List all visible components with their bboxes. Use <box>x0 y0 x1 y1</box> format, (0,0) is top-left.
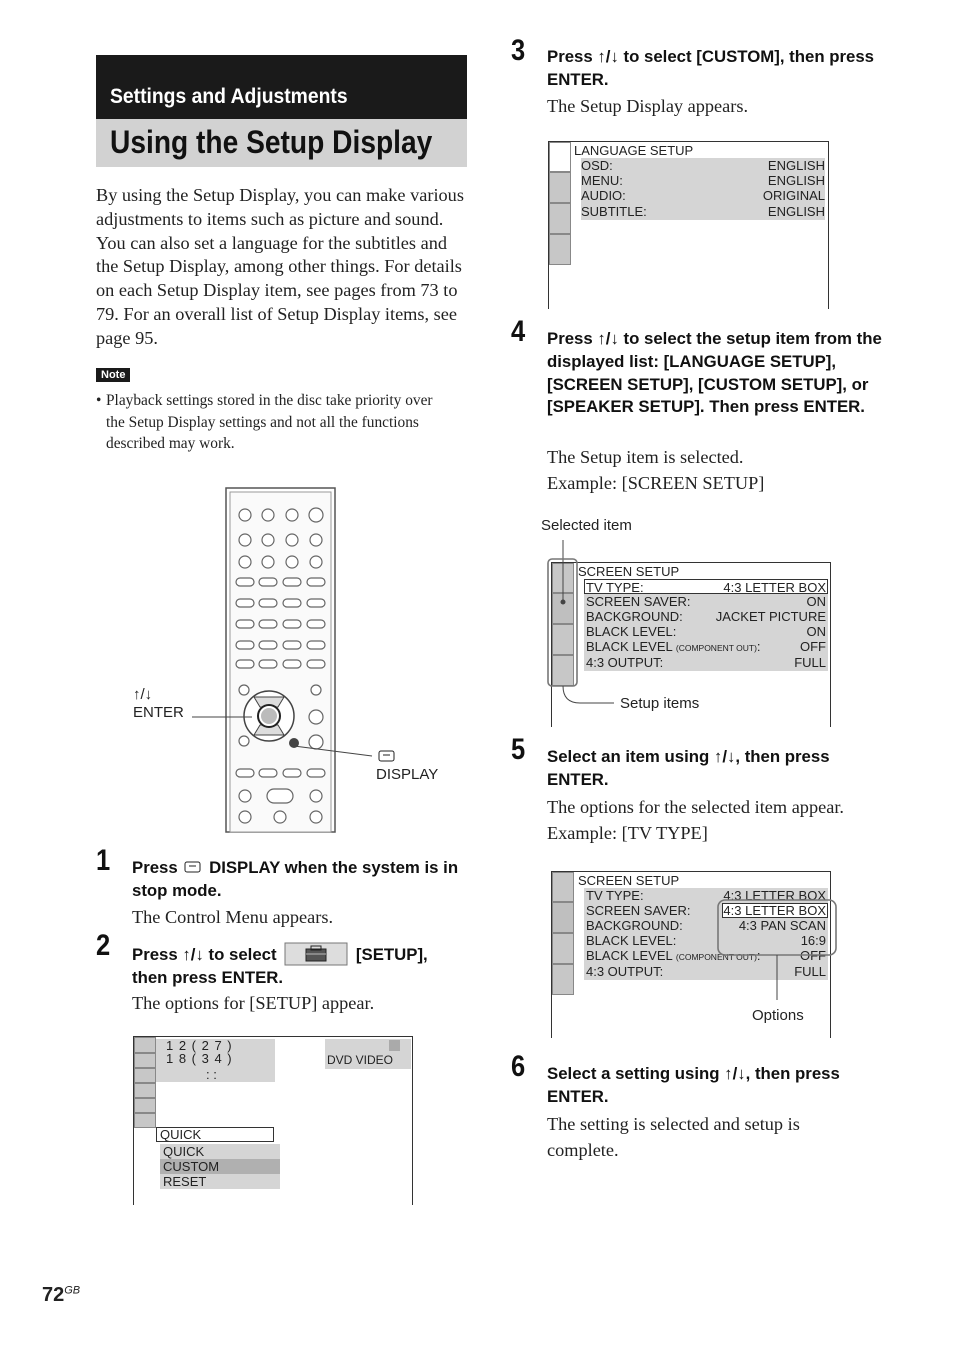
screen-setup-title: SCREEN SETUP <box>578 564 680 579</box>
options-screen-title: SCREEN SETUP <box>578 873 680 888</box>
step-3-body: The Setup Display appears. <box>547 96 749 116</box>
step-5-heading: Select an item using ↑/↓, then press ENTER. <box>547 747 830 789</box>
screen-colon-component: : <box>756 639 761 654</box>
option-quick: QUICK <box>163 1144 205 1159</box>
lang-label-audio: AUDIO: <box>581 188 626 203</box>
screen-label-4-3-output: 4:3 OUTPUT: <box>586 655 664 670</box>
screen-label-tv-type: TV TYPE: <box>586 580 644 595</box>
control-menu-line-1: 1 2 ( 2 7 ) <box>166 1038 233 1053</box>
lang-value-osd: ENGLISH <box>767 158 825 173</box>
step-5-body-1: The options for the selected item appear. <box>547 797 844 817</box>
opt-colon-component: : <box>756 948 761 963</box>
setup-items-label: Setup items <box>620 695 700 712</box>
lang-row-menu <box>581 173 825 188</box>
control-menu-line-3: : : <box>206 1067 217 1082</box>
screen-value-black-level: ON <box>806 624 826 639</box>
language-setup-screen <box>548 141 829 309</box>
control-menu-media: DVD VIDEO <box>327 1053 394 1067</box>
step-2-heading-b: [SETUP], <box>355 945 428 964</box>
lang-value-subtitle: ENGLISH <box>767 204 825 219</box>
step-6-heading: Select a setting using ↑/↓, then press ENTER. <box>547 1064 840 1106</box>
step-3-heading: Press ↑/↓ to select [CUSTOM], then press ENTER. <box>547 47 875 89</box>
language-setup-icon-column <box>549 142 571 265</box>
setup-toolbox-icon <box>284 942 348 966</box>
lang-label-menu: MENU: <box>581 173 623 188</box>
step-1-number: 1 <box>96 844 111 877</box>
step-6-number: 6 <box>511 1050 526 1083</box>
step-5-body-2: Example: [TV TYPE] <box>547 823 708 843</box>
opt-label-4-3-output: 4:3 OUTPUT: <box>586 964 664 979</box>
options-screen-icon-column <box>552 872 574 995</box>
page-number <box>42 1284 80 1307</box>
display-leader-line <box>290 740 380 770</box>
step-4-body-1: The Setup item is selected. <box>547 447 744 467</box>
screen-value-4-3-output: FULL <box>794 655 826 670</box>
step-2-body: The options for [SETUP] appear. <box>132 993 375 1013</box>
tv-type-option-16-9: 16:9 <box>800 933 826 948</box>
opt-label-background: BACKGROUND: <box>586 918 683 933</box>
lang-label-osd: OSD: <box>581 158 613 173</box>
opt-label-screen-saver: SCREEN SAVER: <box>586 903 691 918</box>
remote-enter-label: ENTER <box>133 704 184 721</box>
page-number-value: 72 <box>42 1284 65 1306</box>
opt-suffix-component-out: (COMPONENT OUT) <box>675 952 757 962</box>
remote-arrow-label: ↑/↓ <box>133 686 153 703</box>
step-1-heading-a: Press <box>132 858 178 877</box>
page-title: Using the Setup Display <box>110 124 433 160</box>
tv-type-option-letter-box: 4:3 LETTER BOX <box>723 903 826 918</box>
page-number-suffix: GB <box>64 1284 81 1297</box>
step-4-body-2: Example: [SCREEN SETUP] <box>547 473 765 493</box>
opt-label-tv-type: TV TYPE: <box>586 888 644 903</box>
step-6-body: The setting is selected and setup is complete. <box>547 1114 800 1160</box>
lang-value-audio: ORIGINAL <box>762 188 825 203</box>
control-menu-options <box>160 1144 280 1189</box>
opt-value-black-level-component: OFF <box>800 948 826 963</box>
step-2-number: 2 <box>96 929 111 962</box>
remote-display-label: DISPLAY <box>376 766 439 783</box>
screen-label-background: BACKGROUND: <box>586 609 683 624</box>
selected-item-callout <box>540 535 630 715</box>
lang-row-subtitle <box>581 204 825 220</box>
screen-value-background: JACKET PICTURE <box>715 609 826 624</box>
option-reset: RESET <box>163 1174 207 1189</box>
note-label: Note <box>96 368 130 382</box>
opt-value-4-3-output: FULL <box>794 964 826 979</box>
remote-control-illustration <box>225 487 337 833</box>
control-menu-line-2: 1 8 ( 3 4 ) <box>166 1051 233 1066</box>
screen-label-black-level: BLACK LEVEL: <box>586 624 677 639</box>
intro-paragraph: By using the Setup Display, you can make various adjustments to items such as picture and sound. You can also set a language for the subtitles and the Setup Display, among other things. For details on each Setup Display item, see pages from 73 to 79. For an overall list of Setup Display items, see page 95. <box>96 185 464 348</box>
screen-label-screen-saver: SCREEN SAVER: <box>586 594 691 609</box>
lang-label-subtitle: SUBTITLE: <box>581 204 647 219</box>
step-4-heading: Press ↑/↓ to select the setup item from the displayed list: [LANGUAGE SETUP], [SCREEN SETUP], [CUSTOM SETUP], or [SPEAKER SETUP]. Then press ENTER. <box>547 329 882 417</box>
enter-leader-line <box>190 700 260 720</box>
screen-value-tv-type: 4:3 LETTER BOX <box>723 580 826 595</box>
selected-item-label: Selected item <box>541 517 632 534</box>
opt-label-black-level-component: BLACK LEVEL <box>586 948 673 963</box>
control-menu-status-square <box>389 1040 400 1051</box>
tv-type-option-pan-scan: 4:3 PAN SCAN <box>738 918 826 933</box>
step-1-heading <box>132 857 472 903</box>
step-5-number: 5 <box>511 733 526 766</box>
lang-row-audio <box>581 188 825 204</box>
screen-value-black-level-component: OFF <box>800 639 826 654</box>
control-menu-icon-column <box>134 1037 156 1128</box>
note-text <box>96 390 468 455</box>
screen-value-screen-saver: ON <box>806 594 826 609</box>
control-menu-selected: QUICK <box>156 1127 274 1142</box>
opt-label-black-level: BLACK LEVEL: <box>586 933 677 948</box>
note-line-3: described may work. <box>106 435 235 453</box>
lang-value-menu: ENGLISH <box>767 173 825 188</box>
section-title: Settings and Adjustments <box>110 85 348 108</box>
control-menu-screen <box>133 1036 413 1205</box>
screen-suffix-component-out: (COMPONENT OUT) <box>675 643 757 653</box>
step-4-number: 4 <box>511 315 526 348</box>
note-line-2: the Setup Display settings and not all the functions <box>106 413 419 431</box>
options-label: Options <box>752 1007 804 1024</box>
screen-label-black-level-component: BLACK LEVEL <box>586 639 673 654</box>
note-line-1: Playback settings stored in the disc take priority over <box>106 392 433 409</box>
display-button-icon <box>378 749 396 763</box>
step-2-heading-a: Press ↑/↓ to select <box>132 945 277 964</box>
lang-row-osd <box>581 158 825 173</box>
step-2-heading-c: then press ENTER. <box>132 967 284 987</box>
display-icon <box>184 861 202 874</box>
language-setup-title: LANGUAGE SETUP <box>574 143 694 158</box>
step-1-heading-b: DISPLAY when the system is in stop mode. <box>132 858 459 900</box>
option-custom: CUSTOM <box>160 1159 280 1174</box>
step-1-body: The Control Menu appears. <box>132 907 334 927</box>
step-2-heading <box>132 942 472 990</box>
opt-value-tv-type: 4:3 LETTER BOX <box>723 888 826 903</box>
language-setup-rows <box>581 158 825 220</box>
note-bullet: • <box>96 392 102 409</box>
options-callout <box>712 892 842 1004</box>
step-3-number: 3 <box>511 34 526 67</box>
